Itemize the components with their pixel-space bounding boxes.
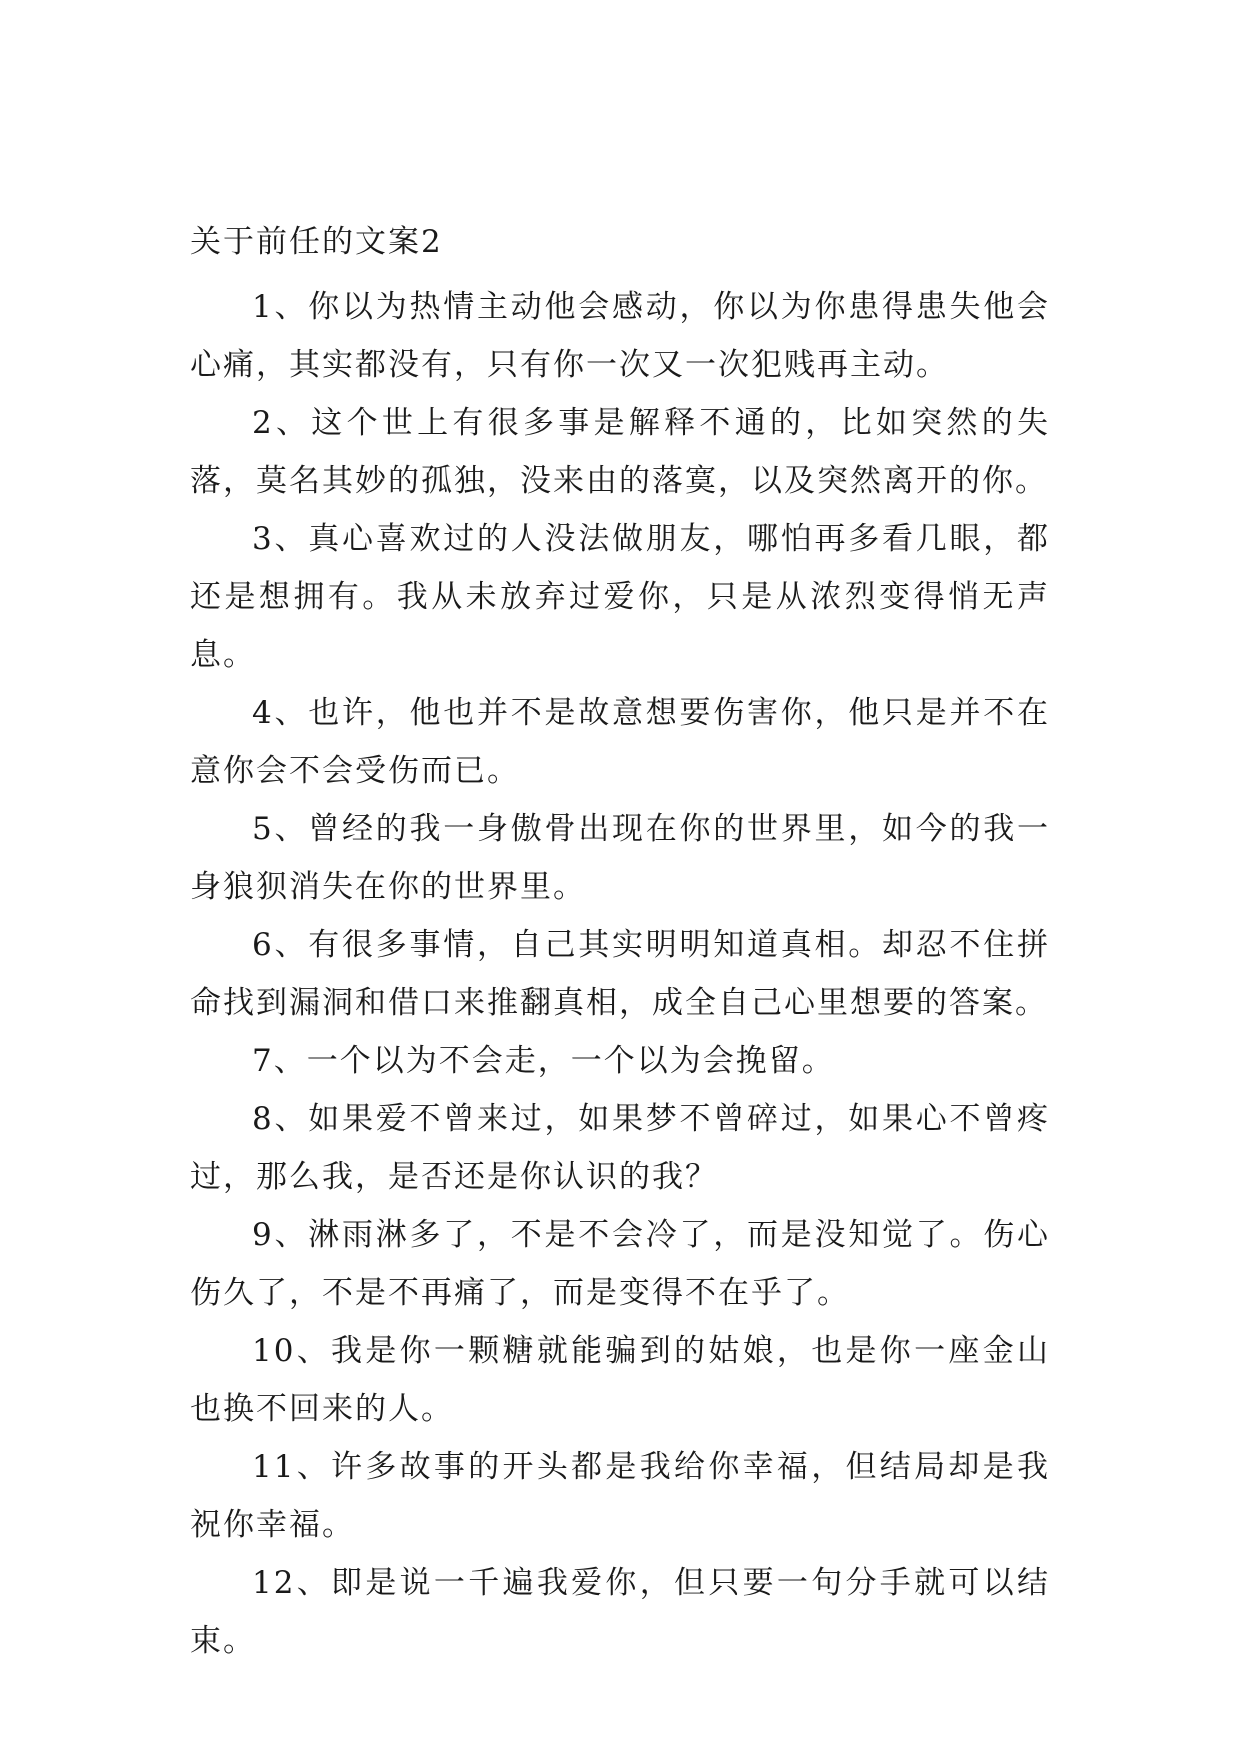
paragraph-7: 7、一个以为不会走，一个以为会挽留。 (252, 1043, 835, 1079)
paragraph-8: 8、如果爱不曾来过，如果梦不曾碎过，如果心不曾疼过，那么我，是否还是你认识的我？ (190, 1101, 1050, 1195)
paragraph-2: 2、这个世上有很多事是解释不通的，比如突然的失落，莫名其妙的孤独，没来由的落寞，以及突然离开的你。 (190, 405, 1050, 499)
paragraph-6: 6、有很多事情，自己其实明明知道真相。却忍不住拼命找到漏洞和借口来推翻真相，成全自己心里想要的答案。 (190, 927, 1050, 1021)
paragraph-3: 3、真心喜欢过的人没法做朋友，哪怕再多看几眼，都还是想拥有。我从未放弃过爱你，只是从浓烈变得悄无声息。 (190, 521, 1050, 673)
paragraph-10: 10、我是你一颗糖就能骗到的姑娘，也是你一座金山也换不回来的人。 (190, 1333, 1050, 1427)
paragraph-4: 4、也许，他也并不是故意想要伤害你，他只是并不在意你会不会受伤而已。 (190, 695, 1050, 789)
paragraph-5: 5、曾经的我一身傲骨出现在你的世界里，如今的我一身狼狈消失在你的世界里。 (190, 811, 1050, 905)
paragraph-1: 1、你以为热情主动他会感动，你以为你患得患失他会心痛，其实都没有，只有你一次又一次犯贱再主动。 (190, 289, 1050, 383)
paragraph-11: 11、许多故事的开头都是我给你幸福，但结局却是我祝你幸福。 (190, 1449, 1050, 1543)
paragraph-12: 12、即是说一千遍我爱你，但只要一句分手就可以结束。 (190, 1565, 1050, 1659)
document-body (190, 222, 1050, 1670)
document-title: 关于前任的文案2 (190, 224, 443, 260)
paragraph-9: 9、淋雨淋多了，不是不会冷了，而是没知觉了。伤心伤久了，不是不再痛了，而是变得不在乎了。 (190, 1217, 1050, 1311)
